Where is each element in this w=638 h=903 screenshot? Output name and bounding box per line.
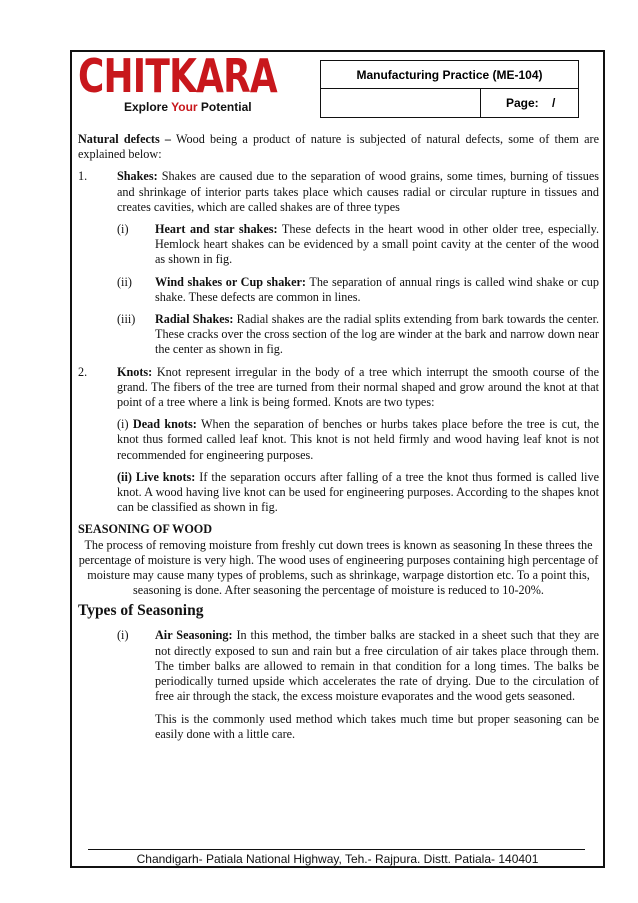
sub-item-number: (i): [117, 628, 129, 643]
tagline-pre: Explore: [124, 100, 172, 114]
shakes-subitems: [117, 222, 599, 358]
footer-divider: [88, 849, 585, 850]
dead-knots-paragraph: [117, 417, 599, 463]
seasoning-heading: SEASONING OF WOOD: [78, 522, 213, 537]
sub-item-label: Radial Shakes:: [155, 312, 234, 327]
sub-item: [117, 275, 599, 305]
header-row-2: [321, 89, 578, 117]
sub-item-number: (ii): [117, 274, 132, 289]
intro-label: Natural defects –: [78, 132, 172, 146]
air-seasoning-label: Air Seasoning:: [155, 628, 233, 643]
chitkara-logo: CHITKARA: [78, 49, 277, 103]
sub-item-label: Wind shakes or Cup shaker:: [155, 274, 306, 289]
tagline-accent: Your: [171, 100, 198, 114]
sub-item-number: (i): [117, 222, 129, 237]
tagline-post: Potential: [197, 100, 252, 114]
shakes-item: [78, 169, 599, 215]
knots-item: [78, 365, 599, 411]
item-body: [117, 365, 599, 411]
live-knots-text: If the separation occurs after falling of a tree the knot thus formed is called live knot. A wood having live knot can be used for engineering purposes. According to the shapes knot can be classified as shown in fig.: [117, 469, 599, 515]
course-title: Manufacturing Practice (ME-104): [321, 61, 578, 89]
intro-text: Wood being a product of nature is subjected of natural defects, some of them are explained below:: [78, 132, 599, 162]
live-knots-paragraph: [117, 470, 599, 516]
sub-item-body: [155, 312, 599, 358]
dead-knots-label: Dead knots:: [132, 417, 197, 432]
sub-item-label: Heart and star shakes:: [155, 222, 278, 237]
item-number: 2.: [78, 364, 88, 379]
sub-item-number: (iii): [117, 312, 136, 327]
sub-item-text: Radial shakes are the radial splits extending from bark towards the center. These cracks over the cross section of the log are winder at the bark and narrow down near the center as shown in fig.: [155, 312, 599, 357]
logo-tagline: [124, 100, 252, 114]
sub-item-body: [155, 222, 599, 268]
types-heading: Types of Seasoning: [78, 602, 204, 620]
sub-item-body: [155, 275, 599, 305]
knots-text: Knot represent irregular in the body of a tree which interrupt the smooth course of the grand. The fibers of the tree are turned from their normal shaped and grow around the knot at that point of a tree where a link is being formed. Knots are two types:: [117, 364, 599, 410]
shakes-label: Shakes:: [117, 169, 158, 184]
sub-item-text: The separation of annual rings is called wind shake or cup shake. These defects are common in lines.: [155, 274, 599, 304]
intro-paragraph: [78, 132, 599, 162]
footer-address: Chandigarh- Patiala National Highway, Teh.- Rajpura. Distt. Patiala- 140401: [136, 852, 539, 866]
sub-item-text: These defects in the heart wood in other older tree, especially. Hemlock heart shakes can be evidenced by a small point cavity at the center of the wood as shown in fig.: [155, 222, 599, 267]
header-blank-cell: [321, 89, 481, 117]
live-knots-label: (ii) Live knots:: [117, 469, 196, 484]
document-body: [78, 132, 599, 756]
dead-knots-prefix: (i): [117, 417, 133, 432]
air-seasoning-paragraph: [155, 628, 599, 704]
shakes-text: Shakes are caused due to the separation of wood grains, some times, burning of tissues and shrinkage of interior parts takes place which causes radial or circular rupture in tissues and creates cavities, which are called shakes are of three types: [117, 169, 599, 214]
dead-knots-text: When the separation of benches or hurbs takes place before the tree is cut, the knot thus formed called leaf knot. This knot is not held firmly and wood having leaf knot is not recommended for engineering purposes.: [117, 417, 599, 462]
air-seasoning-text: In this method, the timber balks are stacked in a sheet such that they are not directly exposed to sun and rain but a free circulation of air takes place through them. The timber balks are allowed to remain in that condition for a long times. The balks be periodically turned upside which accelerates the rate of drying. Due to the circulation of free air through the stack, the excess moisture evaporates and the wood gets seasoned.: [155, 628, 599, 704]
sub-item: [117, 628, 599, 748]
item-body: [117, 169, 599, 215]
page-number: Page: /: [506, 96, 556, 110]
sub-item-body: [155, 628, 599, 748]
sub-item: [117, 312, 599, 358]
sub-item: [117, 222, 599, 268]
air-seasoning-note: This is the commonly used method which takes much time but proper seasoning can be easily done with a little care.: [155, 711, 599, 741]
types-list: [117, 628, 599, 748]
header-info-box: [320, 60, 579, 118]
seasoning-paragraph: The process of removing moisture from freshly cut down trees is known as seasoning In these threes the percentage of moisture is very high. The wood uses of engineering purposes containing high percentage of moisture may cause many types of problems, such as shrinkage, warpage distortion etc. To a point this, seasoning is done. After seasoning the percentage of moisture is reduced to 10-20%.: [78, 537, 599, 598]
item-number: 1.: [78, 169, 88, 184]
knots-label: Knots:: [117, 364, 153, 379]
